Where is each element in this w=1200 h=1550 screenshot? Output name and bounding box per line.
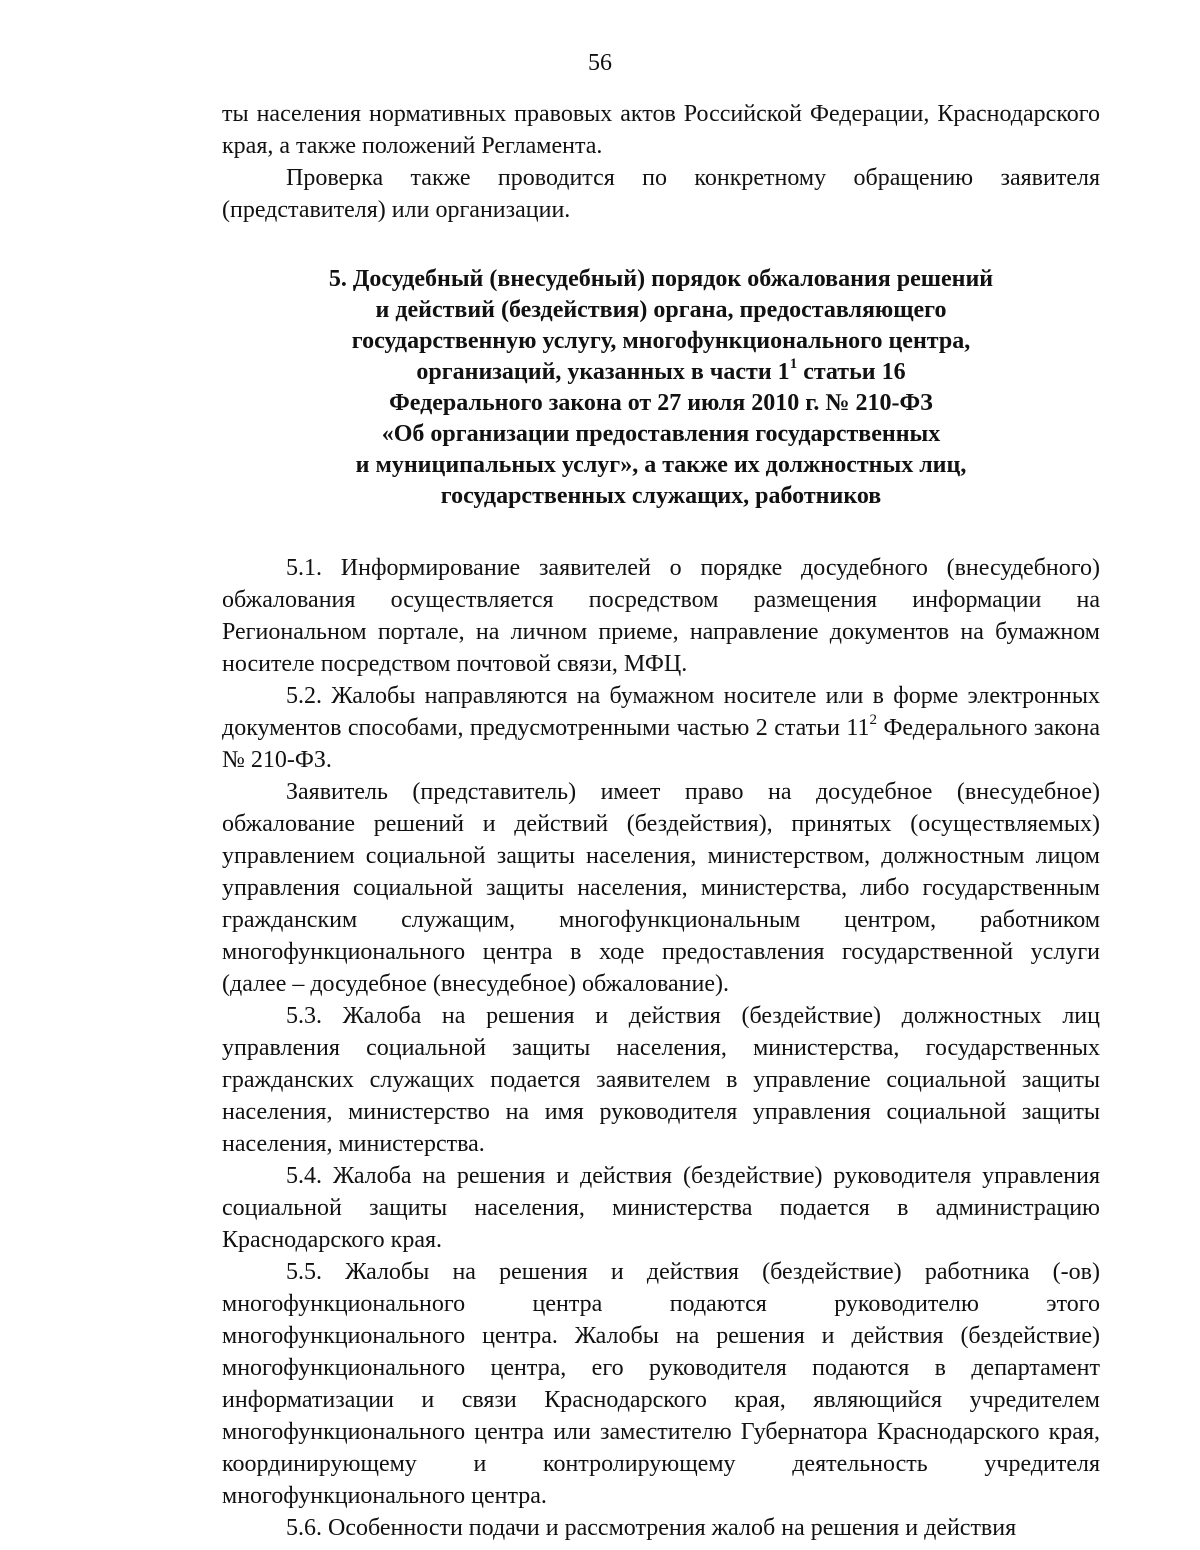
heading-line: и действий (бездействия) органа, предоставляющего [375,297,947,323]
heading-line: и муниципальных услуг», а также их должностных лиц, [355,452,967,478]
paragraph-5-1: 5.1. Информирование заявителей о порядке досудебного (внесудебного) обжалования осуществляется посредством размещения информации на Региональном портале, на личном приеме, направление документов на бумажном носителе посредством почтовой связи, МФЦ. [222,555,1100,677]
paragraph-5-4: 5.4. Жалоба на решения и действия (бездействие) руководителя управления социальной защиты населения, министерства подается в администрацию Краснодарского края. [222,1163,1100,1253]
heading-line-text: статьи 16 [797,359,906,385]
heading-line: государственную услугу, многофункционального центра, [351,328,971,354]
superscript: 1 [789,356,798,372]
paragraph-5-3: 5.3. Жалоба на решения и действия (бездействие) должностных лиц управления социальной защиты населения, министерства, государственных гражданских служащих подается заявителем в управление социальной защиты населения, министерство на имя руководителя управления социальной защиты населения, министерства. [222,1003,1100,1157]
paragraph-5-2-applicant-rights: Заявитель (представитель) имеет право на досудебное (внесудебное) обжалование решений и действий (бездействия), принятых (осуществляемых) управлением социальной защиты населения, министерством, должностным лицом управления социальной защиты населения, министерства, либо государственным гражданским служащим, многофункциональным центром, работником многофункционального центра в ходе предоставления государственной услуги (далее – досудебное (внесудебное) обжалование). [222,779,1100,997]
intro-paragraph-check: Проверка также проводится по конкретному обращению заявителя (представителя) или организации. [222,165,1100,223]
intro-paragraph-continuation: ты населения нормативных правовых актов Российской Федерации, Краснодарского края, а также положений Регламента. [222,101,1100,159]
heading-line: 5. Досудебный (внесудебный) порядок обжалования решений [328,266,994,292]
paragraph-text: 5.2. Жалобы направляются на бумажном носителе или в форме электронных документов способами, предусмотренными частью 2 статьи 11 [222,683,1100,741]
section-5-heading [222,264,1100,512]
paragraph-5-2 [222,680,1100,776]
paragraph-text: Федерального закона № 210-ФЗ. [222,715,1100,773]
document-body [222,98,1100,1544]
page-number: 56 [588,50,612,76]
heading-line [222,357,1100,388]
paragraph-5-5: 5.5. Жалобы на решения и действия (бездействие) работника (-ов) многофункционального центра подаются руководителю этого многофункционального центра. Жалобы на решения и действия (бездействие) многофункционального центра, его руководителя подаются в департамент информатизации и связи Краснодарского края, являющийся учредителем многофункционального центра или заместителю Губернатора Краснодарского края, координирующему и контролирующему деятельность учредителя многофункционального центра. [222,1259,1100,1509]
paragraph-5-6: 5.6. Особенности подачи и рассмотрения жалоб на решения и действия [286,1515,1017,1541]
heading-line: Федерального закона от 27 июля 2010 г. № 210-ФЗ [389,390,933,416]
heading-line-text: организаций, указанных в части 1 [416,359,790,385]
heading-line: «Об организации предоставления государственных [381,421,941,447]
superscript: 2 [869,712,877,728]
heading-line: государственных служащих, работников [440,483,882,509]
